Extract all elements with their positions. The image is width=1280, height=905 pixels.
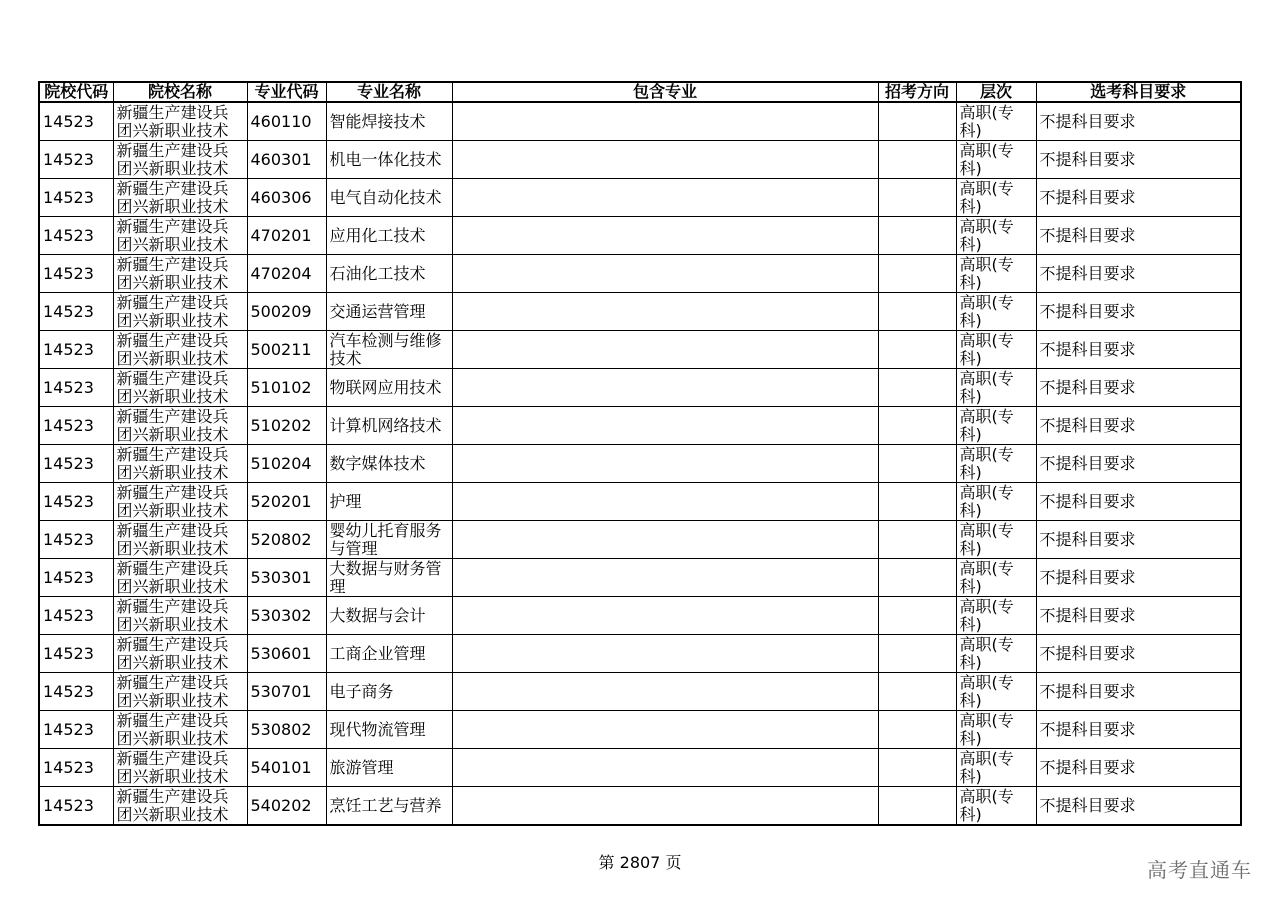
cell-included-majors: [452, 673, 878, 711]
cell-level: 高职(专科): [956, 369, 1036, 407]
cell-school-name: 新疆生产建设兵团兴新职业技术: [113, 711, 247, 749]
cell-direction: [878, 521, 956, 559]
table-row: [39, 483, 1241, 521]
cell-direction: [878, 407, 956, 445]
table-row: [39, 749, 1241, 787]
cell-included-majors: [452, 483, 878, 521]
cell-direction: [878, 787, 956, 826]
table-row: [39, 141, 1241, 179]
cell-level: 高职(专科): [956, 255, 1036, 293]
cell-subject-requirement: 不提科目要求: [1036, 255, 1241, 293]
cell-school-code: 14523: [39, 293, 113, 331]
cell-included-majors: [452, 217, 878, 255]
cell-direction: [878, 255, 956, 293]
table-row: [39, 597, 1241, 635]
table-body: [39, 102, 1241, 825]
cell-major-code: 470201: [247, 217, 326, 255]
cell-school-code: 14523: [39, 597, 113, 635]
table-row: [39, 217, 1241, 255]
table-row: [39, 635, 1241, 673]
table-row: [39, 445, 1241, 483]
table-header-row: [39, 82, 1241, 102]
cell-included-majors: [452, 597, 878, 635]
cell-direction: [878, 483, 956, 521]
table-row: [39, 559, 1241, 597]
cell-included-majors: [452, 293, 878, 331]
cell-school-code: 14523: [39, 141, 113, 179]
cell-subject-requirement: 不提科目要求: [1036, 597, 1241, 635]
cell-major-name: 大数据与财务管理: [326, 559, 452, 597]
header-major-name: 专业名称: [326, 82, 452, 102]
cell-school-code: 14523: [39, 787, 113, 826]
cell-school-name: 新疆生产建设兵团兴新职业技术: [113, 483, 247, 521]
cell-major-code: 510204: [247, 445, 326, 483]
cell-major-code: 460110: [247, 102, 326, 141]
cell-school-name: 新疆生产建设兵团兴新职业技术: [113, 445, 247, 483]
table-row: [39, 102, 1241, 141]
cell-major-code: 530302: [247, 597, 326, 635]
cell-level: 高职(专科): [956, 749, 1036, 787]
cell-level: 高职(专科): [956, 445, 1036, 483]
header-school-name: 院校名称: [113, 82, 247, 102]
cell-school-name: 新疆生产建设兵团兴新职业技术: [113, 217, 247, 255]
cell-major-name: 数字媒体技术: [326, 445, 452, 483]
cell-major-name: 大数据与会计: [326, 597, 452, 635]
cell-school-code: 14523: [39, 711, 113, 749]
cell-level: 高职(专科): [956, 331, 1036, 369]
page-number: 第 2807 页: [598, 853, 682, 872]
cell-major-name: 现代物流管理: [326, 711, 452, 749]
cell-school-name: 新疆生产建设兵团兴新职业技术: [113, 635, 247, 673]
cell-subject-requirement: 不提科目要求: [1036, 102, 1241, 141]
cell-major-name: 汽车检测与维修技术: [326, 331, 452, 369]
cell-included-majors: [452, 635, 878, 673]
cell-major-name: 智能焊接技术: [326, 102, 452, 141]
cell-school-name: 新疆生产建设兵团兴新职业技术: [113, 331, 247, 369]
cell-level: 高职(专科): [956, 179, 1036, 217]
cell-school-code: 14523: [39, 749, 113, 787]
cell-major-name: 旅游管理: [326, 749, 452, 787]
cell-school-code: 14523: [39, 407, 113, 445]
header-school-code: 院校代码: [39, 82, 113, 102]
cell-level: 高职(专科): [956, 635, 1036, 673]
cell-school-name: 新疆生产建设兵团兴新职业技术: [113, 787, 247, 826]
table-row: [39, 369, 1241, 407]
cell-included-majors: [452, 369, 878, 407]
cell-school-name: 新疆生产建设兵团兴新职业技术: [113, 597, 247, 635]
cell-level: 高职(专科): [956, 141, 1036, 179]
cell-school-name: 新疆生产建设兵团兴新职业技术: [113, 102, 247, 141]
cell-level: 高职(专科): [956, 787, 1036, 826]
cell-direction: [878, 217, 956, 255]
cell-included-majors: [452, 331, 878, 369]
cell-direction: [878, 141, 956, 179]
cell-major-name: 护理: [326, 483, 452, 521]
cell-included-majors: [452, 255, 878, 293]
cell-level: 高职(专科): [956, 102, 1036, 141]
cell-level: 高职(专科): [956, 673, 1036, 711]
cell-direction: [878, 635, 956, 673]
cell-school-name: 新疆生产建设兵团兴新职业技术: [113, 141, 247, 179]
cell-school-name: 新疆生产建设兵团兴新职业技术: [113, 255, 247, 293]
table-row: [39, 787, 1241, 826]
table-row: [39, 673, 1241, 711]
cell-included-majors: [452, 141, 878, 179]
cell-subject-requirement: 不提科目要求: [1036, 559, 1241, 597]
header-level: 层次: [956, 82, 1036, 102]
cell-major-code: 530301: [247, 559, 326, 597]
cell-level: 高职(专科): [956, 521, 1036, 559]
header-included-majors: 包含专业: [452, 82, 878, 102]
cell-level: 高职(专科): [956, 559, 1036, 597]
cell-subject-requirement: 不提科目要求: [1036, 483, 1241, 521]
cell-level: 高职(专科): [956, 483, 1036, 521]
cell-included-majors: [452, 559, 878, 597]
cell-major-name: 交通运营管理: [326, 293, 452, 331]
table-row: [39, 331, 1241, 369]
cell-direction: [878, 749, 956, 787]
cell-subject-requirement: 不提科目要求: [1036, 141, 1241, 179]
cell-level: 高职(专科): [956, 711, 1036, 749]
cell-subject-requirement: 不提科目要求: [1036, 673, 1241, 711]
cell-major-code: 520201: [247, 483, 326, 521]
table-row: [39, 407, 1241, 445]
cell-direction: [878, 711, 956, 749]
cell-school-code: 14523: [39, 445, 113, 483]
cell-school-name: 新疆生产建设兵团兴新职业技术: [113, 369, 247, 407]
cell-major-code: 540202: [247, 787, 326, 826]
cell-major-code: 510102: [247, 369, 326, 407]
cell-direction: [878, 673, 956, 711]
cell-school-code: 14523: [39, 102, 113, 141]
cell-school-code: 14523: [39, 179, 113, 217]
table-row: [39, 255, 1241, 293]
cell-level: 高职(专科): [956, 407, 1036, 445]
cell-school-code: 14523: [39, 673, 113, 711]
cell-included-majors: [452, 749, 878, 787]
cell-major-code: 540101: [247, 749, 326, 787]
cell-direction: [878, 597, 956, 635]
table-row: [39, 711, 1241, 749]
cell-major-code: 470204: [247, 255, 326, 293]
cell-school-code: 14523: [39, 255, 113, 293]
cell-level: 高职(专科): [956, 217, 1036, 255]
cell-direction: [878, 331, 956, 369]
header-major-code: 专业代码: [247, 82, 326, 102]
table-row: [39, 521, 1241, 559]
cell-subject-requirement: 不提科目要求: [1036, 787, 1241, 826]
cell-subject-requirement: 不提科目要求: [1036, 635, 1241, 673]
cell-school-name: 新疆生产建设兵团兴新职业技术: [113, 749, 247, 787]
cell-major-name: 物联网应用技术: [326, 369, 452, 407]
cell-major-code: 510202: [247, 407, 326, 445]
cell-school-name: 新疆生产建设兵团兴新职业技术: [113, 293, 247, 331]
cell-school-name: 新疆生产建设兵团兴新职业技术: [113, 521, 247, 559]
cell-direction: [878, 445, 956, 483]
cell-major-code: 520802: [247, 521, 326, 559]
cell-direction: [878, 559, 956, 597]
cell-direction: [878, 293, 956, 331]
cell-subject-requirement: 不提科目要求: [1036, 369, 1241, 407]
cell-direction: [878, 102, 956, 141]
cell-subject-requirement: 不提科目要求: [1036, 293, 1241, 331]
cell-school-code: 14523: [39, 217, 113, 255]
cell-major-code: 460301: [247, 141, 326, 179]
cell-school-name: 新疆生产建设兵团兴新职业技术: [113, 407, 247, 445]
cell-school-code: 14523: [39, 521, 113, 559]
cell-school-code: 14523: [39, 483, 113, 521]
admissions-table: [38, 81, 1242, 826]
cell-subject-requirement: 不提科目要求: [1036, 217, 1241, 255]
cell-subject-requirement: 不提科目要求: [1036, 179, 1241, 217]
cell-included-majors: [452, 787, 878, 826]
cell-school-code: 14523: [39, 635, 113, 673]
cell-school-name: 新疆生产建设兵团兴新职业技术: [113, 559, 247, 597]
header-subject-requirement: 选考科目要求: [1036, 82, 1241, 102]
cell-major-name: 烹饪工艺与营养: [326, 787, 452, 826]
cell-major-name: 机电一体化技术: [326, 141, 452, 179]
cell-major-code: 530601: [247, 635, 326, 673]
cell-direction: [878, 179, 956, 217]
cell-subject-requirement: 不提科目要求: [1036, 407, 1241, 445]
cell-major-code: 530701: [247, 673, 326, 711]
watermark: 高考直通车: [1147, 858, 1252, 882]
cell-school-code: 14523: [39, 331, 113, 369]
cell-level: 高职(专科): [956, 597, 1036, 635]
cell-major-name: 婴幼儿托育服务与管理: [326, 521, 452, 559]
cell-level: 高职(专科): [956, 293, 1036, 331]
table-row: [39, 179, 1241, 217]
cell-included-majors: [452, 521, 878, 559]
cell-school-code: 14523: [39, 559, 113, 597]
cell-major-name: 石油化工技术: [326, 255, 452, 293]
cell-school-code: 14523: [39, 369, 113, 407]
cell-subject-requirement: 不提科目要求: [1036, 749, 1241, 787]
cell-major-code: 460306: [247, 179, 326, 217]
cell-included-majors: [452, 179, 878, 217]
cell-subject-requirement: 不提科目要求: [1036, 445, 1241, 483]
cell-major-name: 应用化工技术: [326, 217, 452, 255]
cell-major-code: 500211: [247, 331, 326, 369]
header-direction: 招考方向: [878, 82, 956, 102]
cell-major-name: 工商企业管理: [326, 635, 452, 673]
cell-included-majors: [452, 445, 878, 483]
cell-school-name: 新疆生产建设兵团兴新职业技术: [113, 673, 247, 711]
table-row: [39, 293, 1241, 331]
cell-included-majors: [452, 407, 878, 445]
cell-major-code: 530802: [247, 711, 326, 749]
cell-major-name: 电子商务: [326, 673, 452, 711]
cell-subject-requirement: 不提科目要求: [1036, 711, 1241, 749]
cell-major-name: 计算机网络技术: [326, 407, 452, 445]
cell-included-majors: [452, 711, 878, 749]
cell-included-majors: [452, 102, 878, 141]
cell-school-name: 新疆生产建设兵团兴新职业技术: [113, 179, 247, 217]
cell-subject-requirement: 不提科目要求: [1036, 521, 1241, 559]
cell-direction: [878, 369, 956, 407]
cell-major-code: 500209: [247, 293, 326, 331]
cell-subject-requirement: 不提科目要求: [1036, 331, 1241, 369]
cell-major-name: 电气自动化技术: [326, 179, 452, 217]
